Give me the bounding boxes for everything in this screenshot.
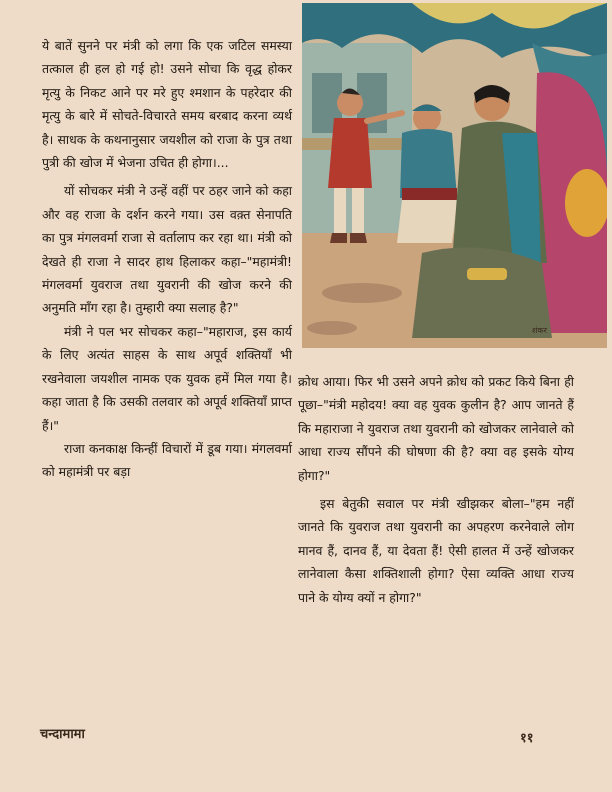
paragraph: यों सोचकर मंत्री ने उन्हें वहीं पर ठहर जाने को कहा और वह राजा के दर्शन करने गया। उस वक़्त सेनापति का पुत्र मंगलवर्मा राजा से वर्तालाप कर रहा था। मंत्री को देखते ही राजा ने सादर हाथ हिलाकर कहा–"महामंत्री! मंगलवर्मा युवराज तथा युवरानी की खोज करने की अनुमति माँग रहा है। तुम्हारी क्या सलाह है?" [42,183,292,316]
left-text-column [42,34,292,484]
paragraph: क्रोध आया। फिर भी उसने अपने क्रोध को प्रकट किये बिना ही पूछा–"मंत्री महोदय! क्या वह युवक कुलीन है? आप जानते हैं कि महाराजा ने युवराज तथा युवरानी को खोजकर लानेवाले को आधा राज्य सौंपने की घोषणा की है? क्या वह इसके योग्य होगा?" [298,374,574,483]
magazine-brand: चन्दामामा [40,727,85,742]
story-illustration [302,3,607,348]
paragraph: राजा कनकाक्ष किन्हीं विचारों में डूब गया। मंगलवर्मा को महामंत्री पर बड़ा [42,440,292,480]
paragraph: इस बेतुकी सवाल पर मंत्री खीझकर बोला–"हम नहीं जानते कि युवराज तथा युवरानी का अपहरण करनेवाले लोग मानव हैं, दानव हैं, या देवता हैं! ऐसी हालत में उन्हें खोजकर लानेवाला कैसा शक्तिशाली होगा? ऐसा व्यक्ति आधा राज्य पाने के योग्य क्यों न होगा?" [298,496,574,605]
artist-signature: शंकर [532,326,547,335]
page-number: ११ [520,731,534,746]
right-text-column [298,370,574,609]
paragraph: मंत्री ने पल भर सोचकर कहा–"महाराज, इस कार्य के लिए अत्यंत साहस के साथ अपूर्व शक्तियाँ भी रखनेवाला जयशील नामक एक युवक हमें मिल गया है। कहा जाता है कि उसकी तलवार को अपूर्व शक्तियाँ प्राप्त हैं।" [42,323,292,433]
paragraph: ये बातें सुनने पर मंत्री को लगा कि एक जटिल समस्या तत्काल ही हल हो गई हो! उसने सोचा कि वृद्ध होकर मृत्यु के निकट आने पर मरे हुए श्मशान के पहरेदार की मृत्यु के बारे में सोचते-विचारते समय बरबाद करना व्यर्थ है। साधक के कथनानुसार जयशील को राजा के पुत्र तथा पुत्री की खोज में भेजना उचित ही होगा।... [42,38,292,171]
